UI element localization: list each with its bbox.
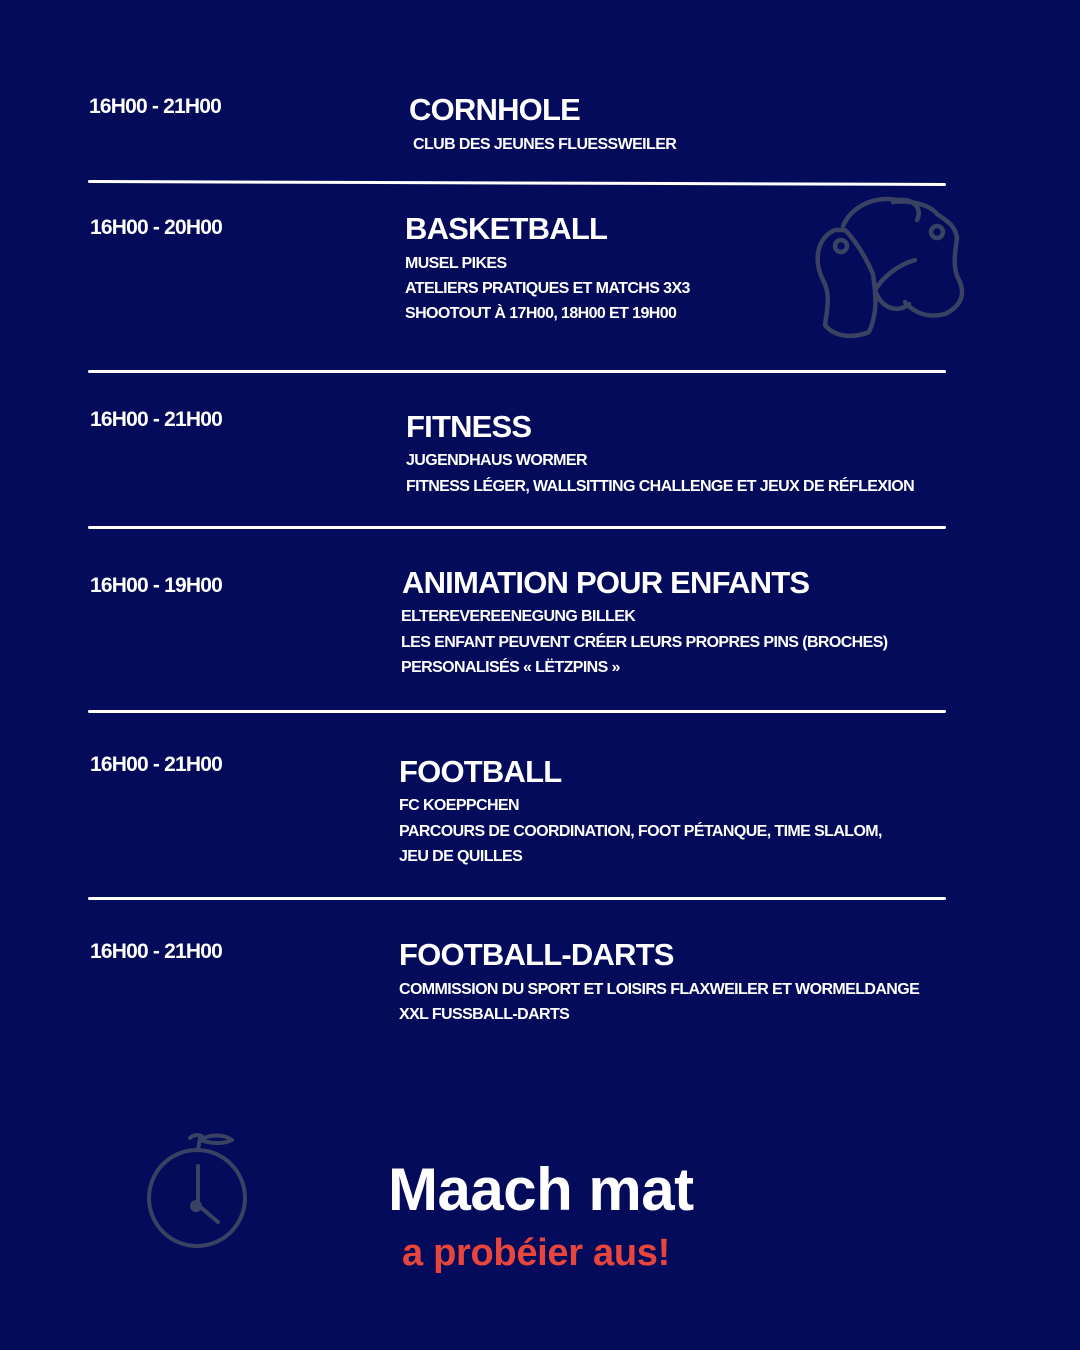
event-detail: LES ENFANT PEUVENT CRÉER LEURS PROPRES PINS (BROCHES)	[401, 634, 888, 651]
event-detail: JEU DE QUILLES	[399, 848, 523, 865]
event-detail: JUGENDHAUS WORMER	[406, 452, 587, 469]
event-time: 16H00 - 19H00	[90, 574, 223, 597]
event-title: FOOTBALL	[399, 754, 562, 789]
event-detail: PARCOURS DE COORDINATION, FOOT PÉTANQUE, TIME SLALOM,	[399, 823, 882, 840]
event-detail: PERSONALISÉS « LËTZPINS »	[401, 659, 620, 676]
event-detail: FC KOEPPCHEN	[399, 797, 519, 814]
event-time: 16H00 - 20H00	[90, 216, 223, 239]
event-title: BASKETBALL	[405, 211, 608, 246]
event-time: 16H00 - 21H00	[90, 940, 223, 963]
divider	[88, 180, 946, 186]
event-detail: ATELIERS PRATIQUES ET MATCHS 3X3	[405, 280, 690, 297]
event-detail: CLUB DES JEUNES FLUESSWEILER	[413, 136, 677, 153]
event-title: FITNESS	[406, 409, 532, 444]
event-detail: COMMISSION DU SPORT ET LOISIRS FLAXWEILER ET WORMELDANGE	[399, 981, 920, 998]
divider	[88, 897, 946, 900]
tag-icon	[805, 190, 975, 345]
event-detail: FITNESS LÉGER, WALLSITTING CHALLENGE ET JEUX DE RÉFLEXION	[406, 478, 915, 495]
divider	[88, 526, 946, 529]
event-detail: MUSEL PIKES	[405, 255, 507, 272]
event-title: FOOTBALL-DARTS	[399, 937, 674, 972]
event-detail: ELTEREVEREENEGUNG BILLEK	[401, 608, 636, 625]
tagline-main: Maach mat	[388, 1156, 694, 1223]
event-detail: SHOOTOUT À 17H00, 18H00 ET 19H00	[405, 305, 677, 322]
event-time: 16H00 - 21H00	[90, 753, 223, 776]
event-title: ANIMATION POUR ENFANTS	[402, 565, 810, 600]
divider	[88, 370, 946, 373]
event-time: 16H00 - 21H00	[90, 408, 223, 431]
event-time: 16H00 - 21H00	[89, 95, 222, 118]
tagline-sub: a probéier aus!	[402, 1232, 670, 1274]
divider	[88, 710, 946, 713]
event-title: CORNHOLE	[409, 92, 580, 127]
stopwatch-icon	[140, 1130, 255, 1255]
event-detail: XXL FUSSBALL-DARTS	[399, 1006, 570, 1023]
